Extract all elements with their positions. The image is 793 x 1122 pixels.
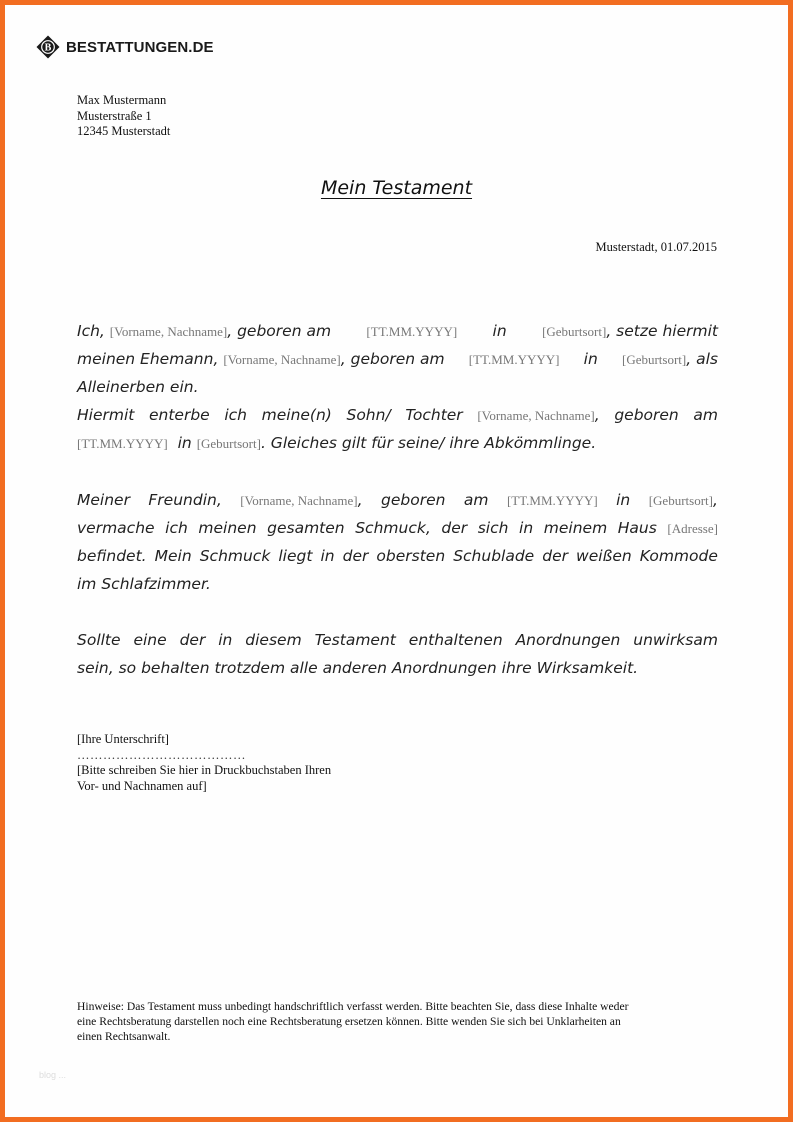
placeholder-date: [TT.MM.YYYY] [77,436,168,451]
paragraph1-line4: Hiermit enterbe ich meine(n) Sohn/ Tochter [Vorname, Nachname], geboren am [77,406,718,424]
paragraph3-line1: Sollte eine der in diesem Testament enthaltenen Anordnungen unwirksam [77,631,718,649]
legal-note [77,999,722,1044]
signature-line: ………………………………… [77,747,246,762]
placeholder-birthplace: [Geburtsort] [621,352,687,367]
brand-name: BESTATTUNGEN.DE [66,38,214,56]
paragraph2-line3: befindet. Mein Schmuck liegt in der obersten Schublade der weißen Kommode [77,547,718,565]
paragraph1-line1: Ich, [Vorname, Nachname], geboren am [TT.MM.YYYY] in [Geburtsort], setze hiermit [77,317,718,345]
signature-block [77,732,331,794]
paragraph1-line5: [TT.MM.YYYY] in [Geburtsort]. Gleiches gilt für seine/ ihre Abkömmlinge. [77,434,597,452]
b-diamond-icon [36,35,60,59]
placeholder-birthplace: [Geburtsort] [542,324,607,339]
signature-label: [Ihre Unterschrift] [77,732,169,746]
signature-hint-line1: [Bitte schreiben Sie hier in Druckbuchstaben Ihren [77,763,332,777]
signature-hint-line2: Vor- und Nachnamen auf] [77,778,207,793]
sender-street: Musterstraße 1 [77,108,152,123]
paragraph3-line2: sein, so behalten trotzdem alle anderen Anordnungen ihre Wirksamkeit. [77,659,639,677]
legal-note-line1: Hinweise: Das Testament muss unbedingt handschriftlich verfasst werden. Bitte beachten Sie, dass diese Inhalte weder [77,1000,629,1013]
placeholder-birthplace: [Geburtsort] [196,436,261,451]
sender-name: Max Mustermann [77,93,167,107]
placeholder-name: [Vorname, Nachname] [223,352,341,367]
placeholder-name: [Vorname, Nachname] [240,493,358,508]
paragraph2-line4: im Schlafzimmer. [77,575,211,593]
placeholder-date: [TT.MM.YYYY] [468,352,560,367]
sender-city: 12345 Musterstadt [77,124,171,138]
date-line: Musterstadt, 01.07.2015 [595,240,717,254]
paragraph1-line3: Alleinerben ein. [77,378,199,396]
sender-address [77,93,170,140]
title-text: Mein Testament [320,177,473,199]
placeholder-date: [TT.MM.YYYY] [506,493,598,508]
document-title [5,177,788,199]
placeholder-name: [Vorname, Nachname] [477,408,595,423]
legal-note-line2: eine Rechtsberatung darstellen noch eine Rechtsberatung ersetzen können. Bitte wenden Sie sich bei Unklarheiten an [77,1015,621,1028]
placeholder-name: [Vorname, Nachname] [109,324,228,339]
svg-text:B: B [44,42,52,54]
placeholder-birthplace: [Geburtsort] [648,493,713,508]
paragraph2-line2: vermache ich meinen gesamten Schmuck, der sich in meinem Haus [Adresse] [77,514,718,542]
paragraph1-line2: meinen Ehemann, [Vorname, Nachname], geboren am [TT.MM.YYYY] in [Geburtsort], als [77,345,718,373]
legal-note-line3: einen Rechtsanwalt. [77,1030,171,1043]
document-page [5,5,788,1117]
watermark: blog ... [39,1070,67,1080]
brand-logo[interactable] [36,35,214,59]
placeholder-date: [TT.MM.YYYY] [366,324,458,339]
paragraph2-line1: Meiner Freundin, [Vorname, Nachname], geboren am [TT.MM.YYYY] in [Geburtsort], [77,486,718,514]
placeholder-address: [Adresse] [667,521,718,536]
